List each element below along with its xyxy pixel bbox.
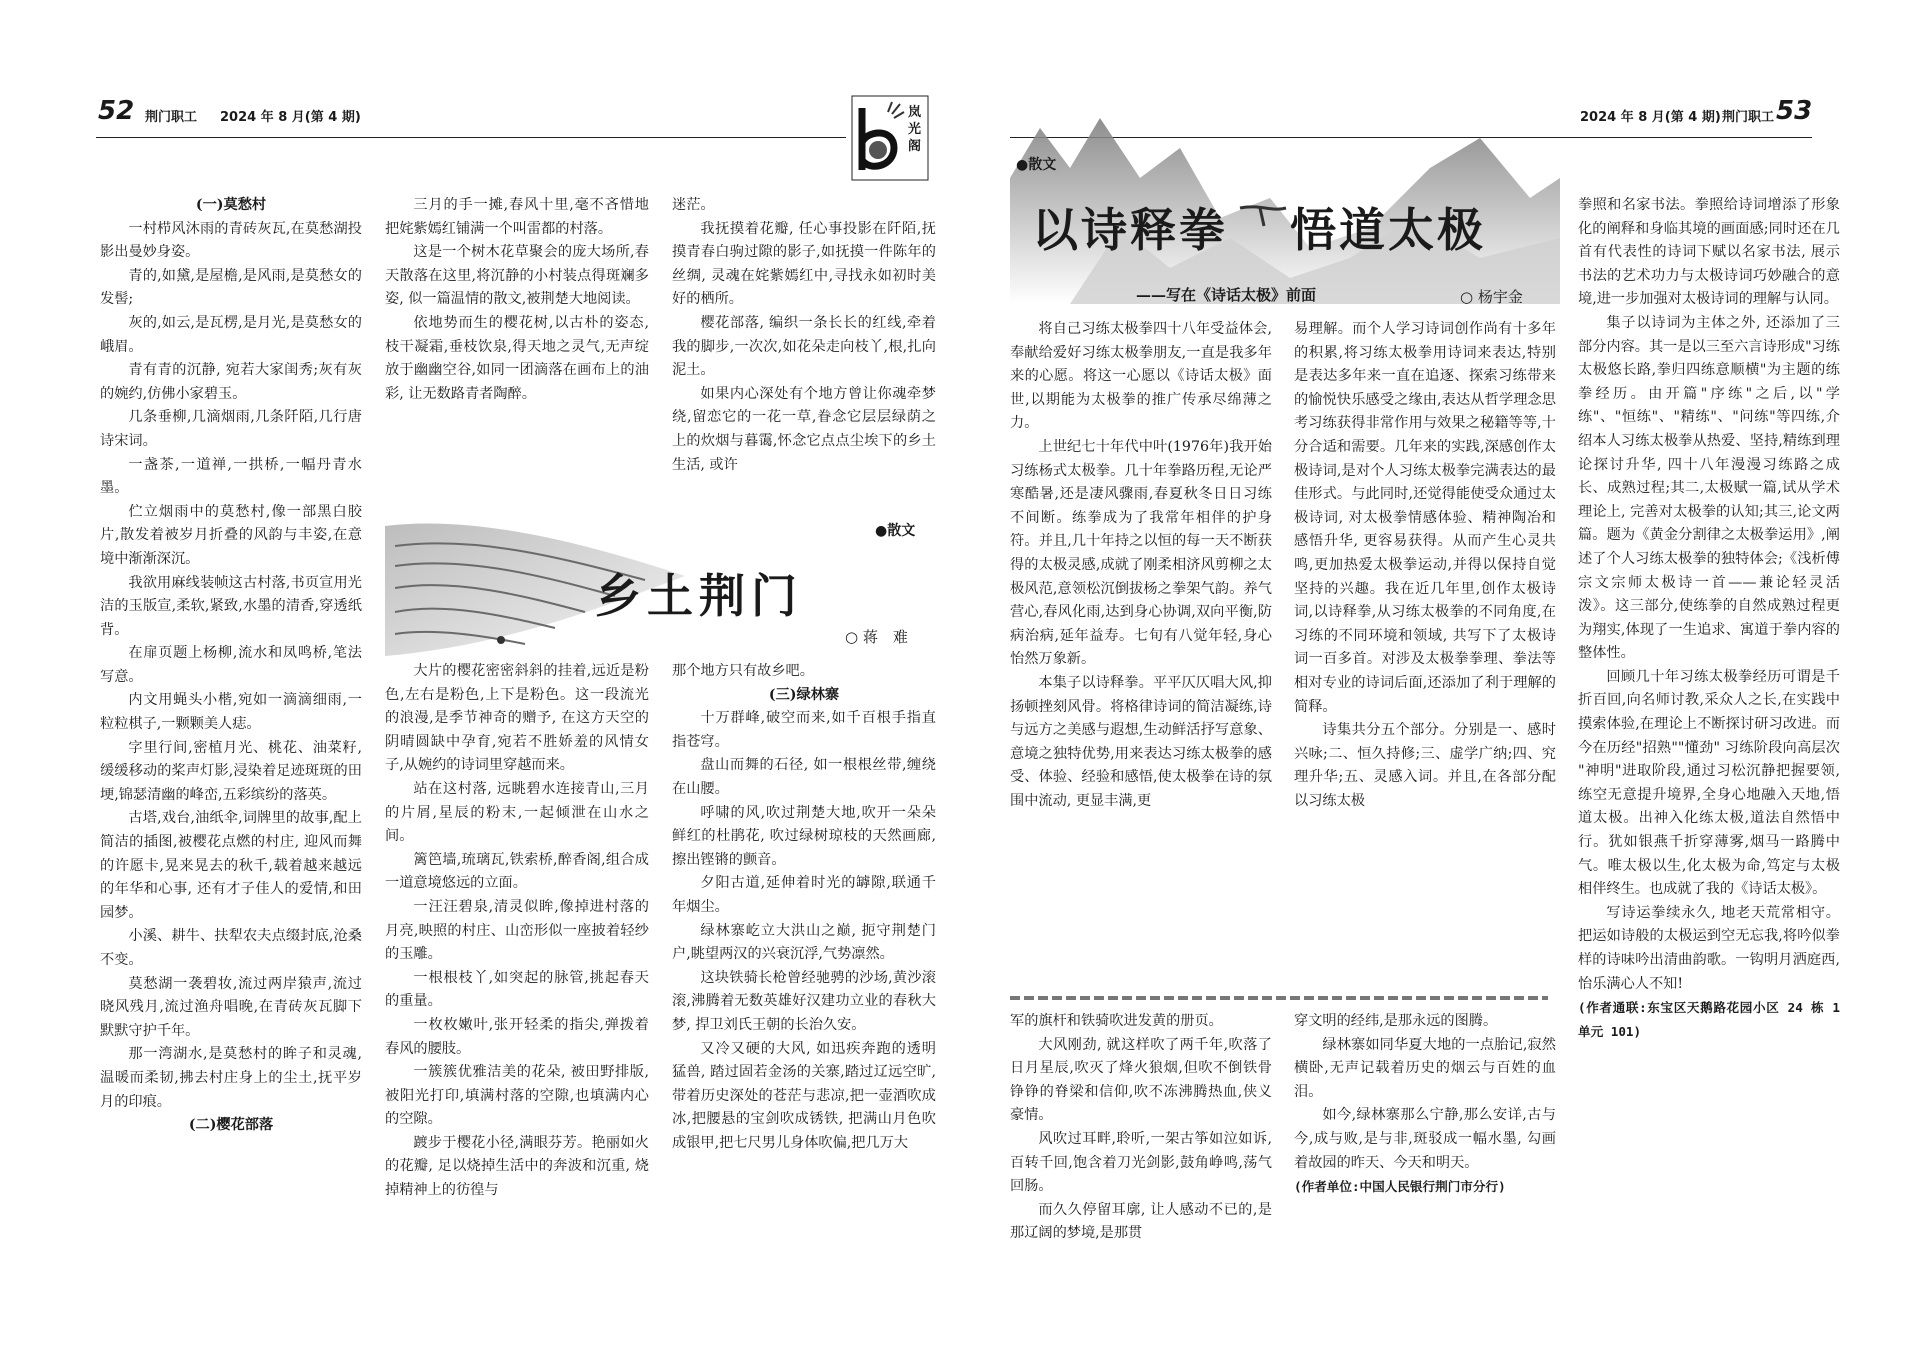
- article2-title-part1: 以诗释拳: [1032, 203, 1228, 257]
- paragraph: 一盏茶,一道禅,一拱桥,一幅丹青水墨。: [100, 456, 362, 497]
- paragraph-continued: 军的旗杆和铁骑吹进发黄的册页。: [1010, 1013, 1223, 1029]
- author-note: (作者单位:中国人民银行荆门市分行): [1294, 1179, 1506, 1195]
- paragraph: 几条垂柳,几滴烟雨,几条阡陌,几行唐诗宋词。: [100, 409, 362, 449]
- paragraph: 小溪、耕牛、扶犁农夫点缀封底,沧桑不变。: [100, 928, 362, 968]
- paragraph: 篱笆墙,琉璃瓦,铁索桥,醉香阁,组合成一道意境悠远的立面。: [385, 851, 649, 892]
- paragraph: 我欲用麻线装帧这古村落,书页宣用光洁的玉版宣,柔软,紧致,水墨的清香,穿透纸背。: [100, 574, 362, 638]
- paragraph: 绿林寨屹立大洪山之巅, 扼守荆楚门户,眺望两汉的兴衰沉浮,气势凛然。: [672, 922, 936, 963]
- paragraph: 诗集共分五个部分。分别是一、感时兴咏;二、恒久持修;三、虚学广纳;四、究理升华;五、灵感入词。并且,在各部分配以习练太极: [1294, 722, 1556, 809]
- article2-column-2: [1294, 318, 1556, 813]
- paragraph: 青的,如黛,是屋檐,是风雨,是莫愁女的发髻;: [100, 267, 362, 308]
- paragraph: 那一湾湖水,是莫愁村的眸子和灵魂,温暖而柔韧,拂去村庄身上的尘土,抚平岁月的印痕。: [100, 1046, 362, 1110]
- paragraph: 绿林寨如同华夏大地的一点胎记,寂然横卧,无声记载着历史的烟云与百姓的血泪。: [1294, 1036, 1556, 1100]
- article2-title-part2: 悟道太极: [1290, 203, 1486, 257]
- right-page-number: 53: [1776, 96, 1813, 126]
- paragraph: 站在这村落, 远眺碧水连接青山,三月的片屑,星辰的粉末,一起倾泄在山水之间。: [385, 780, 649, 845]
- paragraph: 莫愁湖一袭碧妆,流过两岸猿声,流过晓风残月,流过渔舟唱晚,在青砖灰瓦脚下默默守护千年。: [100, 975, 362, 1039]
- author-note: (作者通联:东宝区天鹅路花园小区 24 栋 1 单元 101): [1578, 1000, 1840, 1039]
- paragraph-continued: 迷茫。: [672, 197, 715, 213]
- paragraph: 将自己习练太极拳四十八年受益体会,奉献给爱好习练太极拳朋友,一直是我多年来的心愿。将这一心愿以《诗话太极》面世,以期能为太极拳的推广传承尽绵薄之力。: [1010, 321, 1272, 432]
- paragraph: 呼啸的风,吹过荆楚大地,吹开一朵朵鲜红的杜鹃花, 吹过绿树琼枝的天然画廊,擦出铿锵的颤音。: [672, 804, 936, 868]
- section-heading: (一)莫愁村: [195, 197, 267, 213]
- right-issue-date: 2024 年 8 月(第 4 期): [1580, 110, 1721, 125]
- article1-column-3-bottom: [672, 660, 936, 1155]
- paragraph: 写诗运拳续永久, 地老天荒常相守。把运如诗般的太极运到空无忘我,将吟似拳样的诗味吟出清曲韵歌。一钩明月洒庭西,怡乐满心人不知!: [1578, 904, 1840, 992]
- paragraph: 一簇簇优雅洁美的花朵, 被田野排版,被阳光打印,填满村落的空隙,也填满内心的空隙。: [385, 1064, 649, 1128]
- paragraph: 依地势而生的樱花树,以古朴的姿态,枝干凝霜,垂枝饮泉,得天地之灵气,无声绽放于幽幽空谷,如同一团滴落在画布上的油彩, 让无数路青者陶醉。: [385, 314, 649, 402]
- section-heading: (三)绿林寨: [768, 686, 840, 703]
- paragraph: 在扉页题上杨柳,流水和凤鸣桥,笔法写意。: [100, 645, 362, 685]
- paragraph: 本集子以诗释拳。平平仄仄唱大风,抑扬顿挫刻风骨。将格律诗词的简洁凝练,诗与远方之美感与遐想,生动鲜活抒写意象、意境之独特优势,用来表达习练太极拳的感受、体验、经验和感悟,使太极拳在诗的氛围中流动, 更显丰满,更: [1010, 674, 1272, 809]
- paragraph: 一枚枚嫩叶,张开轻柔的指尖,弹拨着春风的腰肢。: [385, 1016, 649, 1057]
- article1-column-1: [100, 194, 362, 1138]
- article-divider: [1010, 996, 1548, 1000]
- left-page-number: 52: [98, 96, 135, 126]
- paragraph-continued: 那个地方只有故乡吧。: [672, 663, 814, 679]
- paragraph: 盘山而舞的石径, 如一根根丝带,缠绕在山腰。: [672, 757, 936, 797]
- article1-column-2-bottom: [385, 660, 649, 1203]
- article2-subtitle: ——写在《诗话太极》前面: [1136, 286, 1317, 304]
- paragraph: 字里行间,密植月光、桃花、油菜籽,缓缓移动的桨声灯影,浸染着足迹斑斑的田埂,锦瑟清幽的峰峦,五彩缤纷的落英。: [100, 739, 362, 803]
- article1-column-4: [1010, 1010, 1272, 1246]
- article1-genre-tag: ●散文: [875, 523, 916, 539]
- paragraph: 内文用蝇头小楷,宛如一滴滴细雨,一粒粒棋子,一颗颗美人痣。: [100, 692, 362, 733]
- paragraph: 而久久停留耳廓, 让人感动不已的,是那辽阔的梦境,是那贯: [1010, 1201, 1272, 1242]
- right-magazine-name: 荆门职工: [1722, 110, 1775, 125]
- paragraph: 一根根枝丫,如突起的脉管,挑起春天的重量。: [385, 969, 649, 1010]
- paragraph-continued: 拳照和名家书法。拳照给诗词增添了形象化的阐释和身临其境的画面感;同时还在几首有代表性的诗词下赋以名家书法, 展示书法的艺术功力与太极诗词巧妙融合的意境,进一步加强对太极诗词的理解与认同。: [1578, 197, 1840, 308]
- paragraph: 如果内心深处有个地方曾让你魂牵梦绕,留恋它的一花一草,眷念它层层绿荫之上的炊烟与暮霭,怀念它点点尘埃下的乡土生活, 或许: [672, 385, 936, 473]
- article2-author: ○ 杨宇金: [1460, 288, 1523, 306]
- article1-column-2-top: [385, 194, 649, 406]
- article2-column-1: [1010, 318, 1272, 813]
- paragraph: 我抚摸着花瓣, 任心事投影在阡陌,抚摸青春白驹过隙的影子,如抚摸一件陈年的丝绸, 灵魂在姹紫嫣红中,寻找永如初时美好的栖所。: [672, 220, 936, 308]
- paragraph: 这是一个树木花草聚会的庞大场所,春天散落在这里,将沉静的小村装点得斑斓多姿, 似一篇温情的散文,被荆楚大地阅读。: [385, 244, 649, 308]
- paragraph-continued: 穿文明的经纬,是那永远的图腾。: [1294, 1013, 1498, 1029]
- paragraph: 又冷又硬的大风, 如迅疾奔跑的透明猛兽, 踏过固若金汤的关寨,踏过辽远空旷,带着历史深处的苍茫与悲凉,把一壶酒吹成冰,把腰悬的宝剑吹成锈铁, 把满山月色吹成银甲,把七尺男儿身体吹偏,把几万大: [672, 1040, 936, 1151]
- paragraph: 青有青的沉静, 宛若大家闺秀;灰有灰的婉约,仿佛小家碧玉。: [100, 362, 362, 402]
- paragraph: 回顾几十年习练太极拳经历可谓是千折百回,向名师讨教,采众人之长,在实践中摸索体验,在理论上不断探讨研习改进。而今在历经"招熟""懂劲" 习练阶段向高层次 "神明"进取阶段,通过习松沉静把握要领,练空无意提升境界,全身心地融入天地,悟道太极。出神入化练太极,道法自然悟中行。犹如银燕千折穿薄雾,烟马一路腾中气。唯太极以生,化太极为命,笃定与太极相伴终生。也成就了我的《诗话太极》。: [1578, 668, 1840, 898]
- article2-title-banner: [1010, 108, 1560, 304]
- article1-title-banner: [385, 516, 937, 656]
- paragraph: 大片的樱花密密斜斜的挂着,远近是粉色,左右是粉色,上下是粉色。这一段流光的浪漫,是季节神奇的赠予, 在这方天空的阴晴圆缺中孕育,宛若不胜娇羞的风情女子,从婉约的诗词里穿越而来。: [385, 663, 649, 774]
- article1-title: 乡土荆门: [595, 569, 803, 623]
- article2-column-3: [1578, 194, 1840, 1043]
- paragraph: 大风刚劲, 就这样吹了两千年,吹落了日月星辰,吹灭了烽火狼烟,但吹不倒铁骨铮铮的脊梁和信仰,吹不冻沸腾热血,侠义豪情。: [1010, 1036, 1272, 1124]
- paragraph: 灰的,如云,是瓦楞,是月光,是莫愁女的峨眉。: [100, 314, 362, 355]
- article1-author: ○ 蒋 难: [845, 628, 908, 646]
- paragraph: 这块铁骑长枪曾经驰骋的沙场,黄沙滚滚,沸腾着无数英雄好汉建功立业的春秋大梦, 捍卫刘氏王朝的长治久安。: [672, 969, 936, 1033]
- article2-genre-tag: ●散文: [1016, 157, 1057, 173]
- paragraph: 集子以诗词为主体之外, 还添加了三部分内容。其一是以三至六言诗形成"习练太极悠长路,拳归四练意顺横"为主题的练拳经历。由开篇"序练"之后,以"学练"、"恒练"、"精练"、"问练"等四练,介绍本人习练太极拳从热爱、坚持,精练到理论探讨升华, 四十八年漫漫习练路之成长、成熟过程;其二,太极赋一篇,试从学术理论上, 完善对太极拳的认知;其三,论文两篇。题为《黄金分割律之太极拳运用》,阐述了个人习练太极拳的独特体会;《浅析傅宗文宗师太极诗一首——兼论轻灵活泼》。这三部分,使练拳的自然成熟过程更为翔实,体现了一生追求、寓道于拳内容的整体性。: [1578, 314, 1840, 662]
- paragraph: 风吹过耳畔,聆听,一架古筝如泣如诉,百转千回,饱含着刀光剑影,鼓角峥鸣,荡气回肠。: [1010, 1130, 1272, 1195]
- paragraph-continued: 易理解。而个人学习诗词创作尚有十多年的积累,将习练太极拳用诗词来表达,特别是表达多年来一直在追逐、探索习练带来的愉悦快乐感受之缘由,表达从哲学理念思考习练获得非常作用与效果之秘籍等等,十分合适和需要。几年来的实践,深感创作太极诗词,是对个人习练太极拳完满表达的最佳形式。与此同时,还觉得能使受众通过太极诗词, 对太极拳情感体验、精神陶冶和感悟升华, 更容易获得。从而产生心灵共鸣,更加热爱太极拳运动,并得以保持自觉坚持的兴趣。我在近几年里,创作太极诗词,以诗释拳,从习练太极拳的不同角度,在习练的不同环境和领域, 共写下了太极诗词一百多首。对涉及太极拳拳理、拳法等相对专业的诗词后面,还添加了利于理解的简释。: [1294, 321, 1556, 715]
- paragraph: 踱步于樱花小径,满眼芬芳。艳丽如火的花瓣, 足以烧掉生活中的奔波和沉重, 烧掉精神上的彷徨与: [385, 1134, 649, 1199]
- article1-column-5: [1294, 1010, 1556, 1199]
- paragraph: 古塔,戏台,油纸伞,词牌里的故事,配上简洁的插图,被樱花点燃的村庄, 迎风而舞的许愿卡,晃来晃去的秋千,载着越来越远的年华和心事, 还有才子佳人的爱情,和田园梦。: [100, 810, 362, 921]
- paragraph: 如今,绿林寨那么宁静,那么安详,古与今,成与败,是与非,斑驳成一幅水墨, 勾画着故园的昨天、今天和明天。: [1294, 1107, 1556, 1171]
- column-logo-text: 岚光阁: [908, 105, 922, 154]
- paragraph: 上世纪七十年代中叶(1976年)我开始习练杨式太极拳。几十年拳路历程,无论严寒酷暑,还是凄风骤雨,春夏秋冬日日习练不间断。练拳成为了我常年相伴的护身符。并且,几十年持之以恒的每一天不断获得的太极灵感,成就了刚柔相济风剪柳之太极风范,意领松沉倒拔杨之拳架气韵。养气营心,春风化雨,达到身心协调,双向平衡,防病治病,延年益寿。七旬有八觉年轻,身心怡然万象新。: [1010, 438, 1272, 668]
- paragraph: 一村栉风沐雨的青砖灰瓦,在莫愁湖投影出曼妙身姿。: [100, 220, 362, 261]
- paragraph: 一汪汪碧泉,清灵似眸,像掉进村落的月亮,映照的村庄、山峦形似一座披着轻纱的玉雕。: [385, 898, 649, 963]
- paragraph: 樱花部落, 编织一条长长的红线,牵着我的脚步,一次次,如花朵走向枝丫,根,扎向泥土。: [672, 314, 936, 379]
- paragraph: 夕阳古道,延伸着时光的罅隙,联通千年烟尘。: [672, 875, 936, 915]
- article1-column-3-top: [672, 194, 936, 477]
- left-issue-date: 2024 年 8 月(第 4 期): [220, 110, 361, 125]
- section-heading: (二)樱花部落: [188, 1117, 274, 1134]
- left-header-rule: [96, 137, 846, 138]
- paragraph: 三月的手一摊,春风十里,毫不吝惜地把姹紫嫣红铺满一个叫雷都的村落。: [385, 197, 649, 237]
- paragraph: 伫立烟雨中的莫愁村,像一部黑白胶片,散发着被岁月折叠的风韵与丰姿,在意境中渐渐深沉。: [100, 503, 362, 567]
- paragraph: 十万群峰,破空而来,如千百根手指直指苍穹。: [672, 710, 936, 750]
- left-magazine-name: 荆门职工: [145, 110, 198, 125]
